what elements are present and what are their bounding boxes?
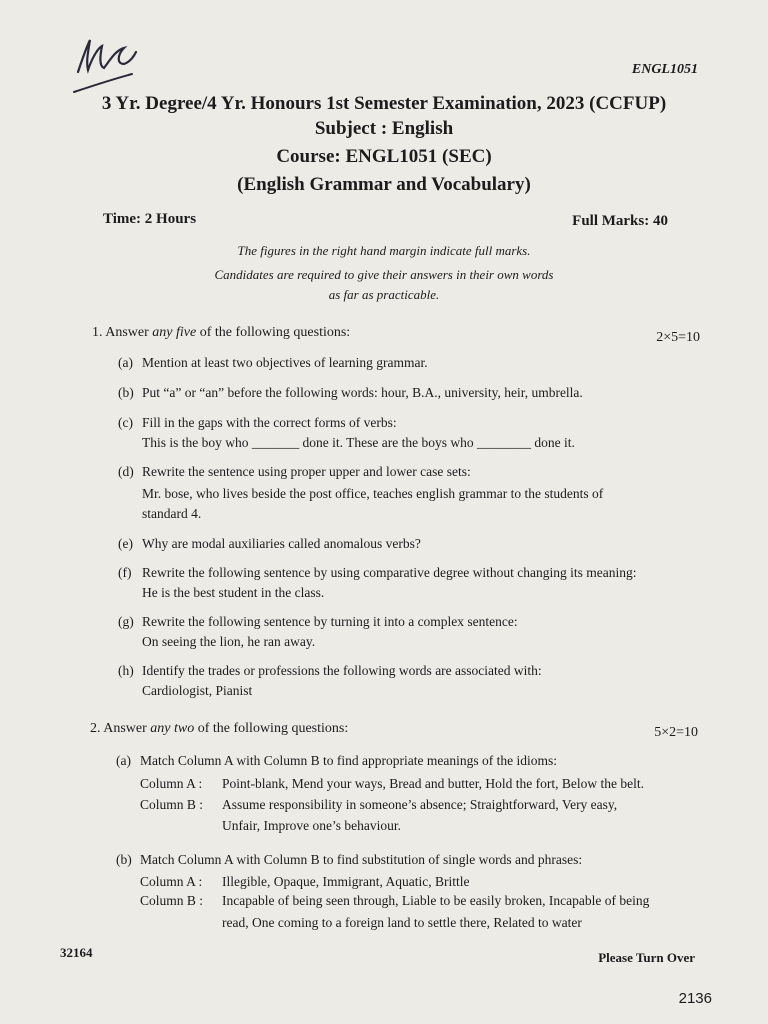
turn-over-note: Please Turn Over: [598, 950, 695, 965]
q1-item-label: (c): [118, 415, 133, 430]
column-b-label: Column B :: [140, 893, 204, 908]
question-number: 2.: [90, 721, 101, 736]
subject-line: Subject : English: [314, 118, 454, 139]
question-1-marks: 2×5=10: [656, 330, 700, 345]
q1-item-text: Identify the trades or professions the following words are associated with:: [142, 663, 542, 678]
course-code: ENGL1051: [631, 62, 698, 77]
course-line: Course: ENGL1051 (SEC): [276, 146, 492, 167]
exam-title: 3 Yr. Degree/4 Yr. Honours 1st Semester Examination, 2023 (CCFUP): [101, 93, 667, 114]
question-emphasis: any two: [150, 721, 195, 736]
question-number: 1.: [92, 325, 103, 340]
q1-item-text: This is the boy who _______ done it. These are the boys who ________ done it.: [142, 435, 575, 450]
q2a-label: (a): [116, 753, 131, 768]
column-b-text: Assume responsibility in someone’s absence; Straightforward, Very easy,: [222, 797, 618, 812]
q1-item-text: standard 4.: [142, 506, 202, 521]
instruction-line: The figures in the right hand margin indicate full marks.: [237, 243, 531, 258]
instruction-line: as far as practicable.: [328, 287, 440, 302]
q2a-text: Match Column A with Column B to find appropriate meanings of the idioms:: [140, 753, 557, 768]
q1-item-label: (b): [118, 385, 134, 400]
question-2-marks: 5×2=10: [654, 725, 698, 740]
course-title: (English Grammar and Vocabulary): [237, 174, 531, 195]
q1-item-text: Why are modal auxiliaries called anomalous verbs?: [142, 536, 421, 551]
q1-item-label: (d): [118, 464, 134, 479]
full-marks: Full Marks: 40: [572, 213, 668, 229]
column-a-label: Column A :: [140, 776, 203, 791]
question-emphasis: any five: [152, 325, 197, 340]
q1-item-label: (a): [118, 355, 133, 370]
q2b-label: (b): [116, 852, 132, 867]
q1-item-text: Fill in the gaps with the correct forms of verbs:: [142, 415, 397, 430]
q1-item-label: (g): [118, 614, 134, 629]
q1-item-text: Rewrite the following sentence by using comparative degree without changing its meaning:: [142, 565, 637, 580]
question-2-heading: [90, 721, 348, 737]
q1-item-text: He is the best student in the class.: [142, 585, 325, 600]
q2b-text: Match Column A with Column B to find substitution of single words and phrases:: [140, 852, 583, 867]
question-post: of the following questions:: [194, 721, 349, 736]
column-b-text: Incapable of being seen through, Liable to be easily broken, Incapable of being: [222, 893, 650, 908]
question-1-heading: [92, 325, 350, 341]
q1-item-text: Put “a” or “an” before the following words: hour, B.A., university, heir, umbrella.: [142, 385, 583, 400]
q1-item-text: Mr. bose, who lives beside the post office, teaches english grammar to the students of: [142, 486, 604, 501]
column-b-text: read, One coming to a foreign land to settle there, Related to water: [222, 915, 582, 930]
q1-item-text: Rewrite the following sentence by turning it into a complex sentence:: [142, 614, 518, 629]
q1-item-text: Rewrite the sentence using proper upper and lower case sets:: [142, 464, 471, 479]
q1-item-text: Mention at least two objectives of learning grammar.: [142, 355, 428, 370]
paper-code: 32164: [60, 945, 93, 960]
q1-item-text: On seeing the lion, he ran away.: [142, 634, 316, 649]
q1-item-label: (e): [118, 536, 133, 551]
column-b-text: Unfair, Improve one’s behaviour.: [222, 818, 402, 833]
column-a-label: Column A :: [140, 874, 203, 889]
handwritten-signature: [72, 30, 142, 100]
column-a-text: Point-blank, Mend your ways, Bread and butter, Hold the fort, Below the belt.: [222, 776, 645, 791]
time-allowed: Time: 2 Hours: [103, 211, 197, 227]
question-post: of the following questions:: [196, 325, 351, 340]
question-pre: Answer: [105, 325, 153, 340]
q1-item-label: (f): [118, 565, 132, 580]
q1-item-text: Cardiologist, Pianist: [142, 683, 253, 698]
question-pre: Answer: [103, 721, 151, 736]
column-a-text: Illegible, Opaque, Immigrant, Aquatic, Brittle: [222, 874, 470, 889]
instruction-line: Candidates are required to give their answers in their own words: [214, 267, 554, 282]
q1-item-label: (h): [118, 663, 134, 678]
column-b-label: Column B :: [140, 797, 204, 812]
page-number: 2136: [678, 990, 712, 1007]
